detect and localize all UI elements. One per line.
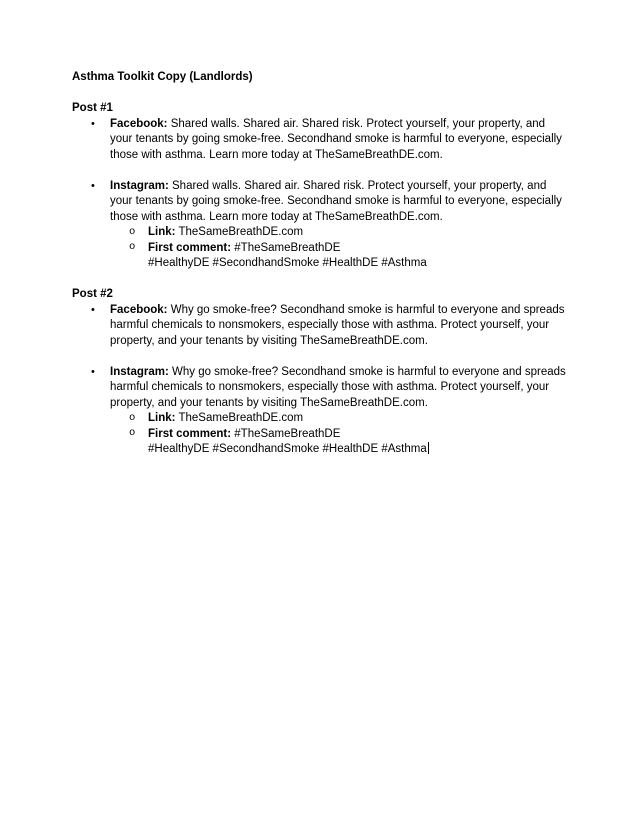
circle-bullet-marker-icon: o	[129, 241, 136, 253]
text-cursor	[428, 442, 429, 454]
bullet-text-line: harmful chemicals to nonsmokers, especially those with asthma. Protect yourself, your	[110, 319, 550, 331]
blank-line	[72, 349, 580, 365]
bullet-text-line: property, and your tenants by visiting TheSameBreathDE.com.	[110, 334, 428, 347]
first-comment-label: First comment:	[148, 241, 232, 254]
sub-bullet-link	[72, 225, 580, 241]
sub-bullet-first-comment	[72, 241, 580, 257]
platform-label: Instagram:	[110, 365, 169, 378]
sub-bullet-first-comment	[72, 427, 580, 443]
blank-line	[72, 86, 580, 102]
link-value: TheSameBreathDE.com	[178, 412, 304, 424]
bullet-text-line: Shared walls. Shared air. Shared risk. Protect yourself, your property, and	[170, 117, 546, 130]
bullet-text-line: your tenants by going smoke-free. Secondhand smoke is harmful to everyone, especially	[110, 133, 562, 145]
bullet-text-line: Shared walls. Shared air. Shared risk. Protect yourself, your property, and	[172, 179, 547, 192]
bullet-item-post1-facebook	[72, 117, 580, 164]
first-comment-value: #TheSameBreathDE	[234, 427, 341, 440]
circle-bullet-marker-icon: o	[129, 411, 136, 424]
platform-label: Facebook:	[110, 117, 168, 130]
link-label: Link:	[148, 412, 176, 424]
bullet-item-post2-instagram	[72, 365, 580, 458]
first-comment-value: #TheSameBreathDE	[234, 241, 341, 254]
bullet-marker-icon: •	[91, 179, 95, 192]
platform-label: Facebook:	[110, 303, 168, 316]
post-1-heading: Post #1	[72, 102, 113, 114]
circle-bullet-marker-icon: o	[129, 427, 136, 439]
link-value: TheSameBreathDE.com	[178, 226, 304, 238]
sub-bullet-link	[72, 411, 580, 427]
post-2-heading: Post #2	[72, 288, 113, 300]
bullet-text-line: property, and your tenants by visiting TheSameBreathDE.com.	[110, 396, 428, 409]
hashtags-line: #HealthyDE #SecondhandSmoke #HealthDE #Asthma	[148, 257, 427, 269]
blank-line	[72, 272, 580, 288]
bullet-text-line: Why go smoke-free? Secondhand smoke is harmful to everyone and spreads	[172, 365, 566, 378]
bullet-text-line: those with asthma. Learn more today at TheSameBreathDE.com.	[110, 148, 443, 161]
bullet-item-post2-facebook	[72, 303, 580, 350]
circle-bullet-marker-icon: o	[129, 225, 136, 238]
bullet-text-line: your tenants by going smoke-free. Secondhand smoke is harmful to everyone, especially	[110, 195, 562, 207]
bullet-marker-icon: •	[91, 117, 95, 130]
first-comment-label: First comment:	[148, 427, 232, 440]
document-title: Asthma Toolkit Copy (Landlords)	[72, 71, 253, 83]
bullet-marker-icon: •	[91, 303, 95, 316]
bullet-text-line: those with asthma. Learn more today at TheSameBreathDE.com.	[110, 210, 443, 223]
link-label: Link:	[148, 226, 176, 238]
bullet-item-post1-instagram	[72, 179, 580, 272]
hashtags-line	[72, 442, 580, 458]
hashtags-text: #HealthyDE #SecondhandSmoke #HealthDE #Asthma	[148, 443, 427, 455]
platform-label: Instagram:	[110, 179, 169, 192]
bullet-text-line: Why go smoke-free? Secondhand smoke is harmful to everyone and spreads	[170, 303, 565, 316]
bullet-text-line: harmful chemicals to nonsmokers, especially those with asthma. Protect yourself, your	[110, 381, 550, 393]
bullet-marker-icon: •	[91, 365, 95, 378]
blank-line	[72, 163, 580, 179]
